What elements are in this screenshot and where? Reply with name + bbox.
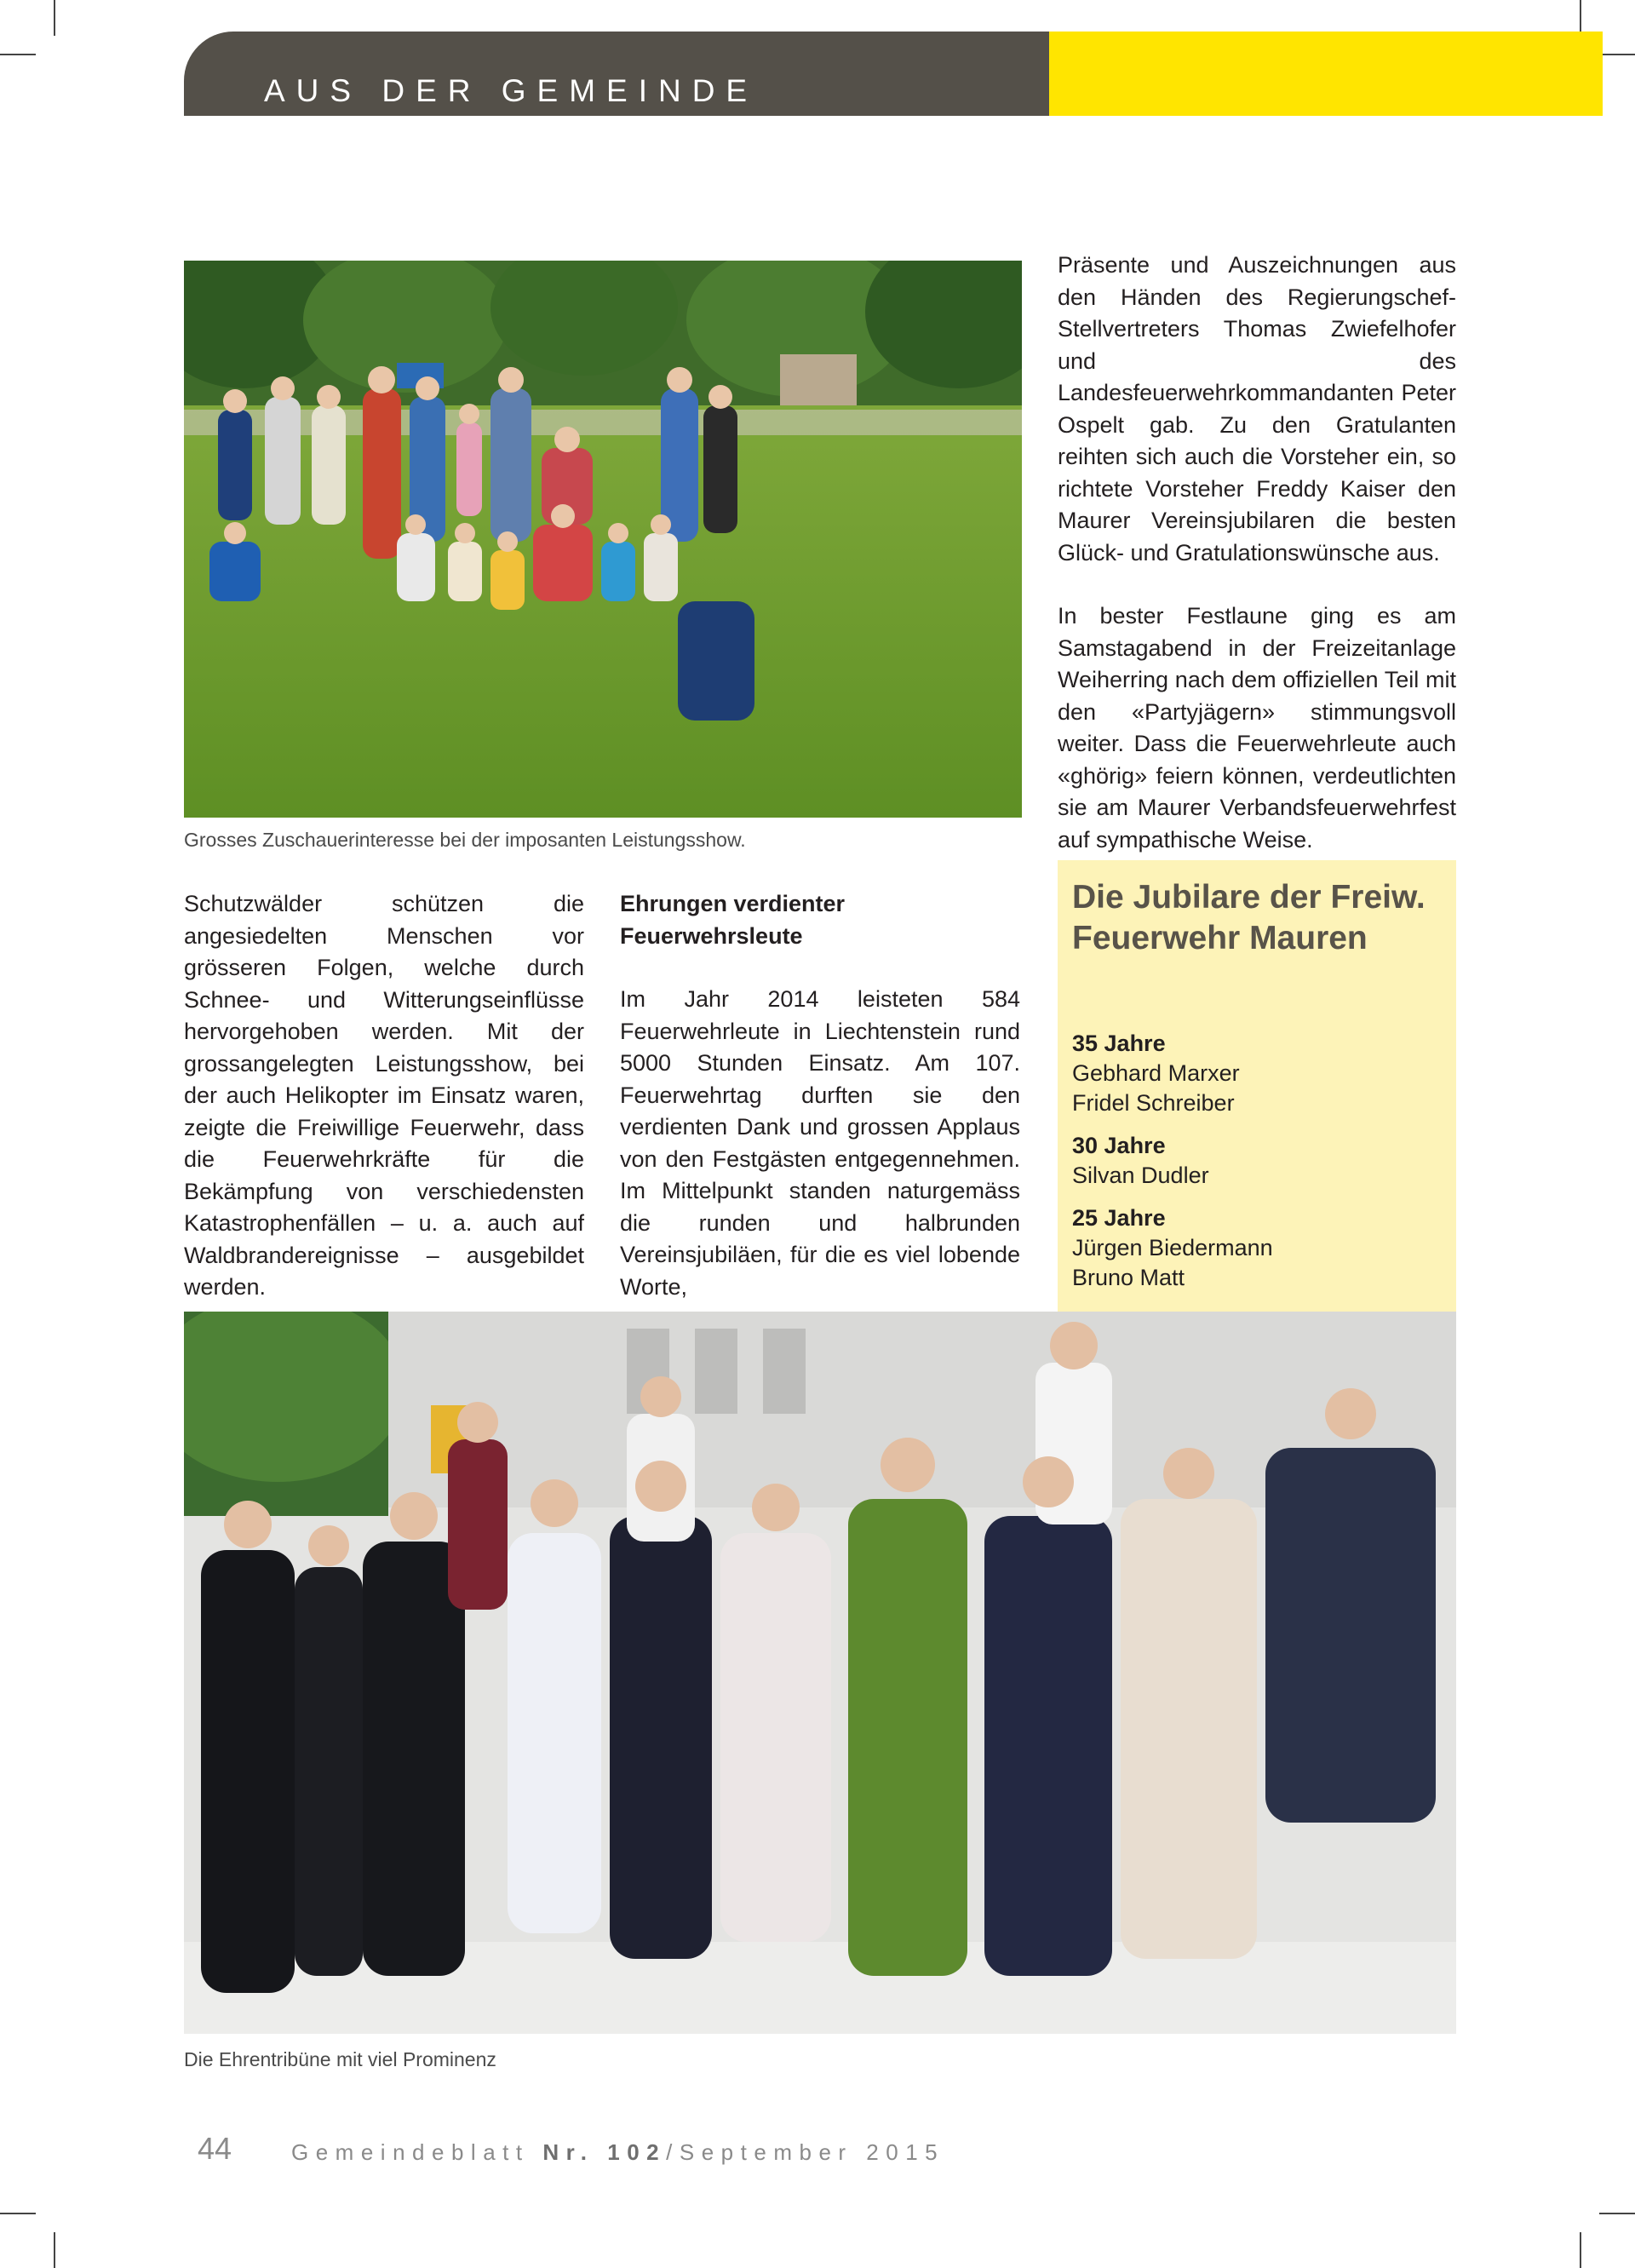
section-title: AUS DER GEMEINDE [264,73,759,108]
magazine-issue [291,2139,944,2166]
photo-caption-bottom: Die Ehrentribüne mit viel Prominenz [184,2048,496,2070]
crop-mark [1599,54,1635,55]
article-column-middle [620,888,1020,1303]
article-column-right [1058,250,1456,856]
jubilare-years: 25 Jahre [1072,1205,1166,1231]
article-paragraph: Schutzwälder schützen die angesiedelten Menschen vor grösseren Folgen, welche durch Schnee- und Witterungseinflüsse hervorgehoben werden. Mit der grossangelegten Leistungsshow, bei der auch Helikopter im Einsatz waren, zeigte die Freiwillige Feuerwehr, dass die Feuerwehrkräfte für die Bekämpfung von verschiedensten Katastrophenfällen – u. a. auch auf Waldbrandereignisse – ausgebildet werden. [184,891,584,1300]
issue-date: /September 2015 [666,2139,945,2165]
crop-mark [1580,0,1581,36]
photo-caption-top: Grosses Zuschauerinteresse bei der imposanten Leistungsshow. [184,829,746,851]
jubilare-name: Fridel Schreiber [1072,1090,1235,1116]
header-accent [1049,32,1603,116]
photo-spectators [184,261,1022,818]
page-number: 44 [198,2131,232,2166]
article-paragraph: In bester Festlaune ging es am Samstagabend in der Freizeitanlage Weiherring nach dem offiziellen Teil mit den «Partyjägern» stimmungsvoll weiter. Dass die Feuerwehrleute auch «ghörig» feiern können, verdeutlichten sie am Maurer Verbandsfeuerwehrfest auf sympathische Weise. [1058,603,1456,853]
jubilare-group [1072,1203,1273,1293]
article-paragraph: Präsente und Auszeichnungen aus den Händen des Regierungschef-Stellvertreters Thomas Zwiefelhofer und des Landesfeuerwehrkommandanten Peter Ospelt gab. Zu den Gratulanten reihten sich auch die Vorsteher ein, so richtete Vorsteher Freddy Kaiser den Maurer Vereinsjubilaren die besten Glück- und Gratulationswünsche aus. [1058,252,1456,566]
crop-mark [54,2232,55,2268]
issue-prefix: Nr. [542,2139,594,2165]
jubilare-years: 30 Jahre [1072,1133,1166,1158]
jubilare-box [1058,860,1456,1312]
issue-number: 102 [607,2139,667,2165]
crop-mark [0,54,36,55]
article-paragraph: Im Jahr 2014 leisteten 584 Feuerwehrleute in Liechtenstein rund 5000 Stunden Einsatz. Am 107. Feuerwehrtag durften sie den verdienten Dank und grossen Applaus von den Festgästen entgegennehmen. Im Mittelpunkt standen naturgemäss die runden und halbrunden Vereinsjubiläen, für die es viel lobende Worte, [620,986,1020,1300]
crop-mark [0,2213,36,2214]
jubilare-name: Bruno Matt [1072,1265,1185,1290]
jubilare-name: Gebhard Marxer [1072,1060,1240,1086]
jubilare-group [1072,1029,1240,1118]
photo-tribune [184,1312,1456,2034]
crop-mark [54,0,55,36]
jubilare-name: Jürgen Biedermann [1072,1235,1273,1260]
article-subheading: Ehrungen verdienter Feuerwehrsleute [620,891,846,949]
crop-mark [1580,2232,1581,2268]
jubilare-group [1072,1131,1209,1191]
jubilare-title: Die Jubilare der Freiw. Feuerwehr Mauren [1072,879,1426,956]
crop-mark [1599,2213,1635,2214]
article-column-left [184,888,584,1304]
spectators-photo-illustration [184,261,1022,818]
jubilare-years: 35 Jahre [1072,1031,1166,1056]
tribune-photo-illustration [184,1312,1456,2034]
magazine-name: Gemeindeblatt [291,2139,530,2165]
jubilare-name: Silvan Dudler [1072,1163,1209,1188]
